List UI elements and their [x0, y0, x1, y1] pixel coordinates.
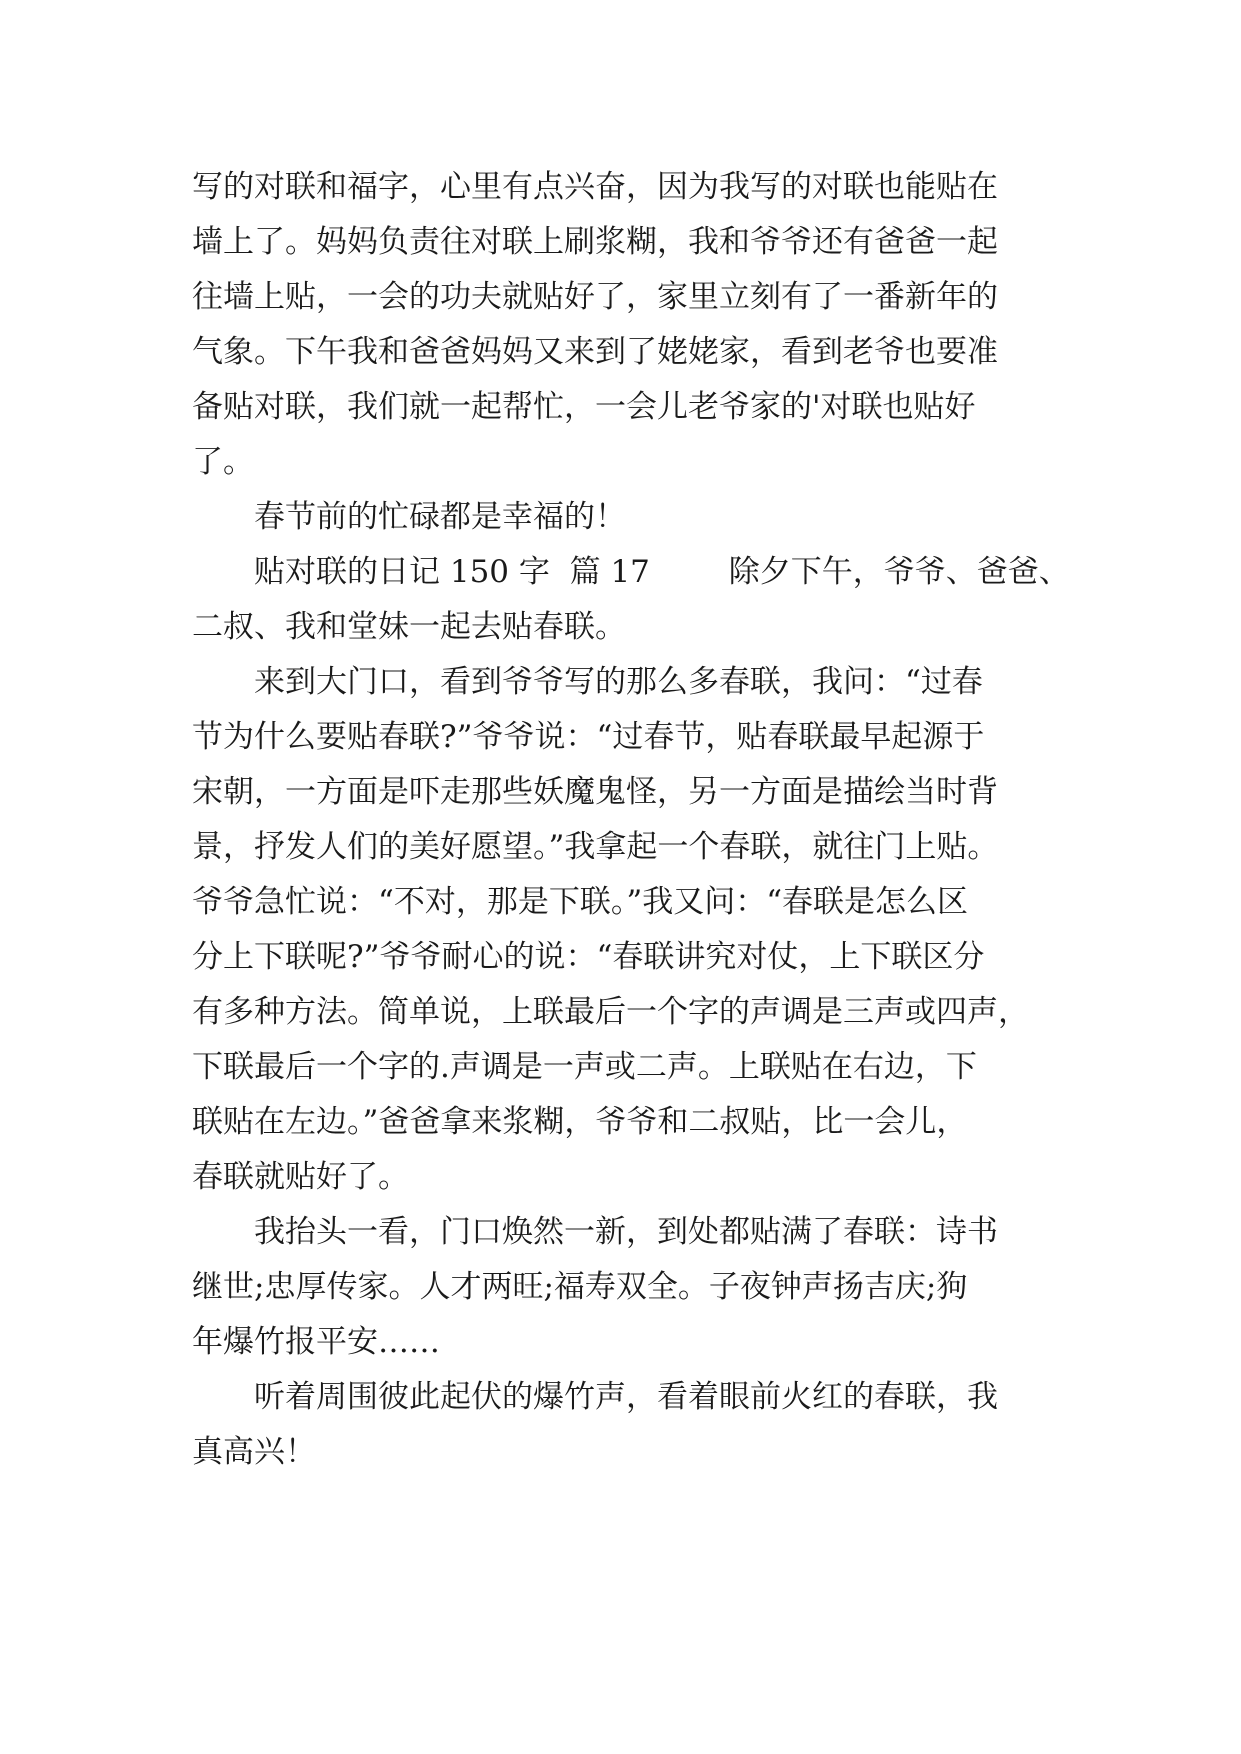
text-line: 春联就贴好了。 — [192, 1159, 409, 1195]
text-line: 了。 — [192, 444, 254, 480]
paragraph-line: 来到大门口，看到爷爷写的那么多春联，我问：“过春 — [254, 664, 983, 700]
paragraph-line: 我抬头一看，门口焕然一新，到处都贴满了春联：诗书 — [254, 1214, 998, 1250]
text-line: 有多种方法。简单说，上联最后一个字的声调是三声或四声， — [192, 994, 1029, 1030]
text-line: 下联最后一个字的.声调是一声或二声。上联贴在右边，下 — [192, 1049, 977, 1085]
text-line: 墙上了。妈妈负责往对联上刷浆糊，我和爷爷还有爸爸一起 — [192, 224, 998, 260]
text-line: 年爆竹报平安…… — [192, 1324, 440, 1360]
text-line: 气象。下午我和爸爸妈妈又来到了姥姥家，看到老爷也要准 — [192, 334, 998, 370]
section-heading-line: 贴对联的日记 150 字 篇 17 除夕下午，爷爷、爸爸、 — [254, 554, 1070, 590]
text-line: 往墙上贴，一会的功夫就贴好了，家里立刻有了一番新年的 — [192, 279, 998, 315]
text-line: 节为什么要贴春联?”爷爷说：“过春节，贴春联最早起源于 — [192, 719, 985, 755]
paragraph-line: 听着周围彼此起伏的爆竹声，看着眼前火红的春联，我 — [254, 1379, 998, 1415]
document-body — [192, 160, 1072, 1480]
text-line: 写的对联和福字，心里有点兴奋，因为我写的对联也能贴在 — [192, 169, 998, 205]
text-line: 二叔、我和堂妹一起去贴春联。 — [192, 609, 626, 645]
text-line: 分上下联呢?”爷爷耐心的说：“春联讲究对仗，上下联区分 — [192, 939, 985, 975]
text-line: 爷爷急忙说：“不对，那是下联。”我又问：“春联是怎么区 — [192, 884, 969, 920]
text-line: 备贴对联，我们就一起帮忙，一会儿老爷家的'对联也贴好 — [192, 389, 976, 425]
text-line: 景，抒发人们的美好愿望。”我拿起一个春联，就往门上贴。 — [192, 829, 999, 865]
paragraph-line: 春节前的忙碌都是幸福的！ — [254, 499, 626, 535]
text-line: 联贴在左边。”爸爸拿来浆糊，爷爷和二叔贴，比一会儿， — [192, 1104, 968, 1140]
text-line: 继世;忠厚传家。人才两旺;福寿双全。子夜钟声扬吉庆;狗 — [192, 1269, 968, 1305]
text-line: 真高兴！ — [192, 1434, 316, 1470]
text-line: 宋朝，一方面是吓走那些妖魔鬼怪，另一方面是描绘当时背 — [192, 774, 998, 810]
